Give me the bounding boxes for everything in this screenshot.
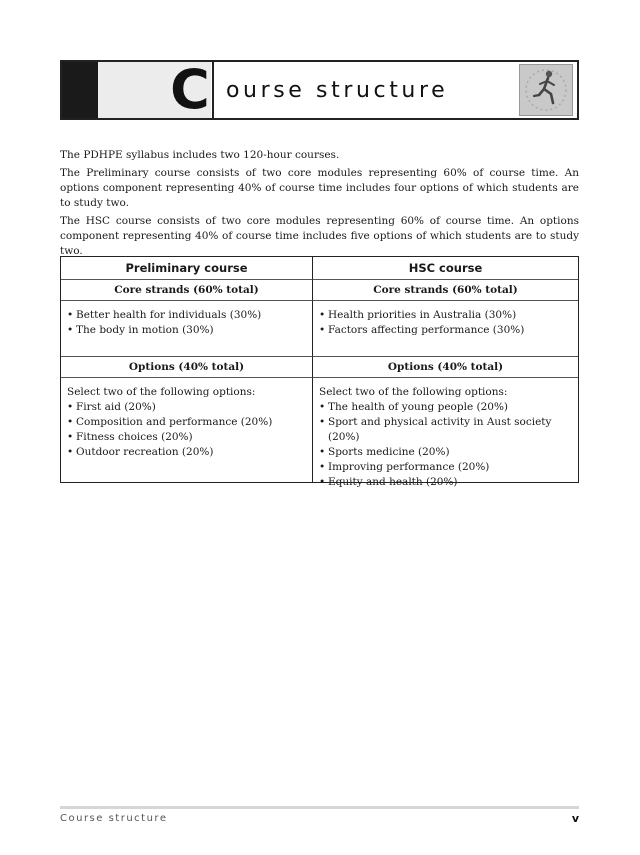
list-item: • Fitness choices (20%) — [67, 430, 306, 445]
list-item: • Composition and performance (20%) — [67, 415, 306, 430]
banner-divider — [212, 62, 214, 118]
list-item: • Outdoor recreation (20%) — [67, 445, 306, 460]
preliminary-options-cell — [61, 378, 313, 482]
intro-paragraph-2: The Preliminary course consists of two core modules representing 60% of course time. An options component representing 40% of course time includes four options of which students are to study two. — [60, 167, 579, 209]
hsc-options-cell — [313, 378, 578, 488]
footer-section-title: Course structure — [60, 813, 168, 824]
preliminary-core-cell — [61, 301, 313, 357]
banner-black-block — [62, 62, 98, 118]
hsc-options-heading: Options (40% total) — [313, 357, 578, 378]
options-lead: Select two of the following options: — [319, 386, 508, 398]
preliminary-heading: Preliminary course — [61, 257, 313, 280]
intro-paragraph-3: The HSC course consists of two core modules representing 60% of course time. An options component representing 40% of course time includes five options of which students are to study two. — [60, 215, 579, 257]
chapter-title: ourse structure — [226, 78, 449, 103]
list-item: • Factors affecting performance (30%) — [319, 323, 572, 338]
preliminary-core-heading: Core strands (60% total) — [61, 280, 313, 301]
list-item: • Improving performance (20%) — [319, 460, 572, 475]
intro-paragraph-1: The PDHPE syllabus includes two 120-hour courses. — [60, 149, 340, 161]
runner-icon — [519, 64, 573, 116]
intro-text — [60, 148, 579, 262]
hsc-heading: HSC course — [313, 257, 578, 280]
list-item: • Sport and physical activity in Aust society (20%) — [319, 415, 572, 445]
chapter-banner — [60, 60, 579, 120]
page-number: v — [571, 812, 579, 825]
list-item: • Better health for individuals (30%) — [67, 308, 306, 323]
list-item: • Health priorities in Australia (30%) — [319, 308, 572, 323]
options-lead: Select two of the following options: — [67, 386, 256, 398]
list-item: • Equity and health (20%) — [319, 475, 572, 490]
hsc-core-cell — [313, 301, 578, 357]
list-item: • The health of young people (20%) — [319, 400, 572, 415]
list-item: • The body in motion (30%) — [67, 323, 306, 338]
hsc-core-heading: Core strands (60% total) — [313, 280, 578, 301]
footer-rule — [60, 806, 579, 809]
list-item: • Sports medicine (20%) — [319, 445, 572, 460]
list-item: • First aid (20%) — [67, 400, 306, 415]
chapter-initial-letter: C — [170, 58, 210, 121]
course-table — [60, 256, 579, 488]
preliminary-options-heading: Options (40% total) — [61, 357, 313, 378]
